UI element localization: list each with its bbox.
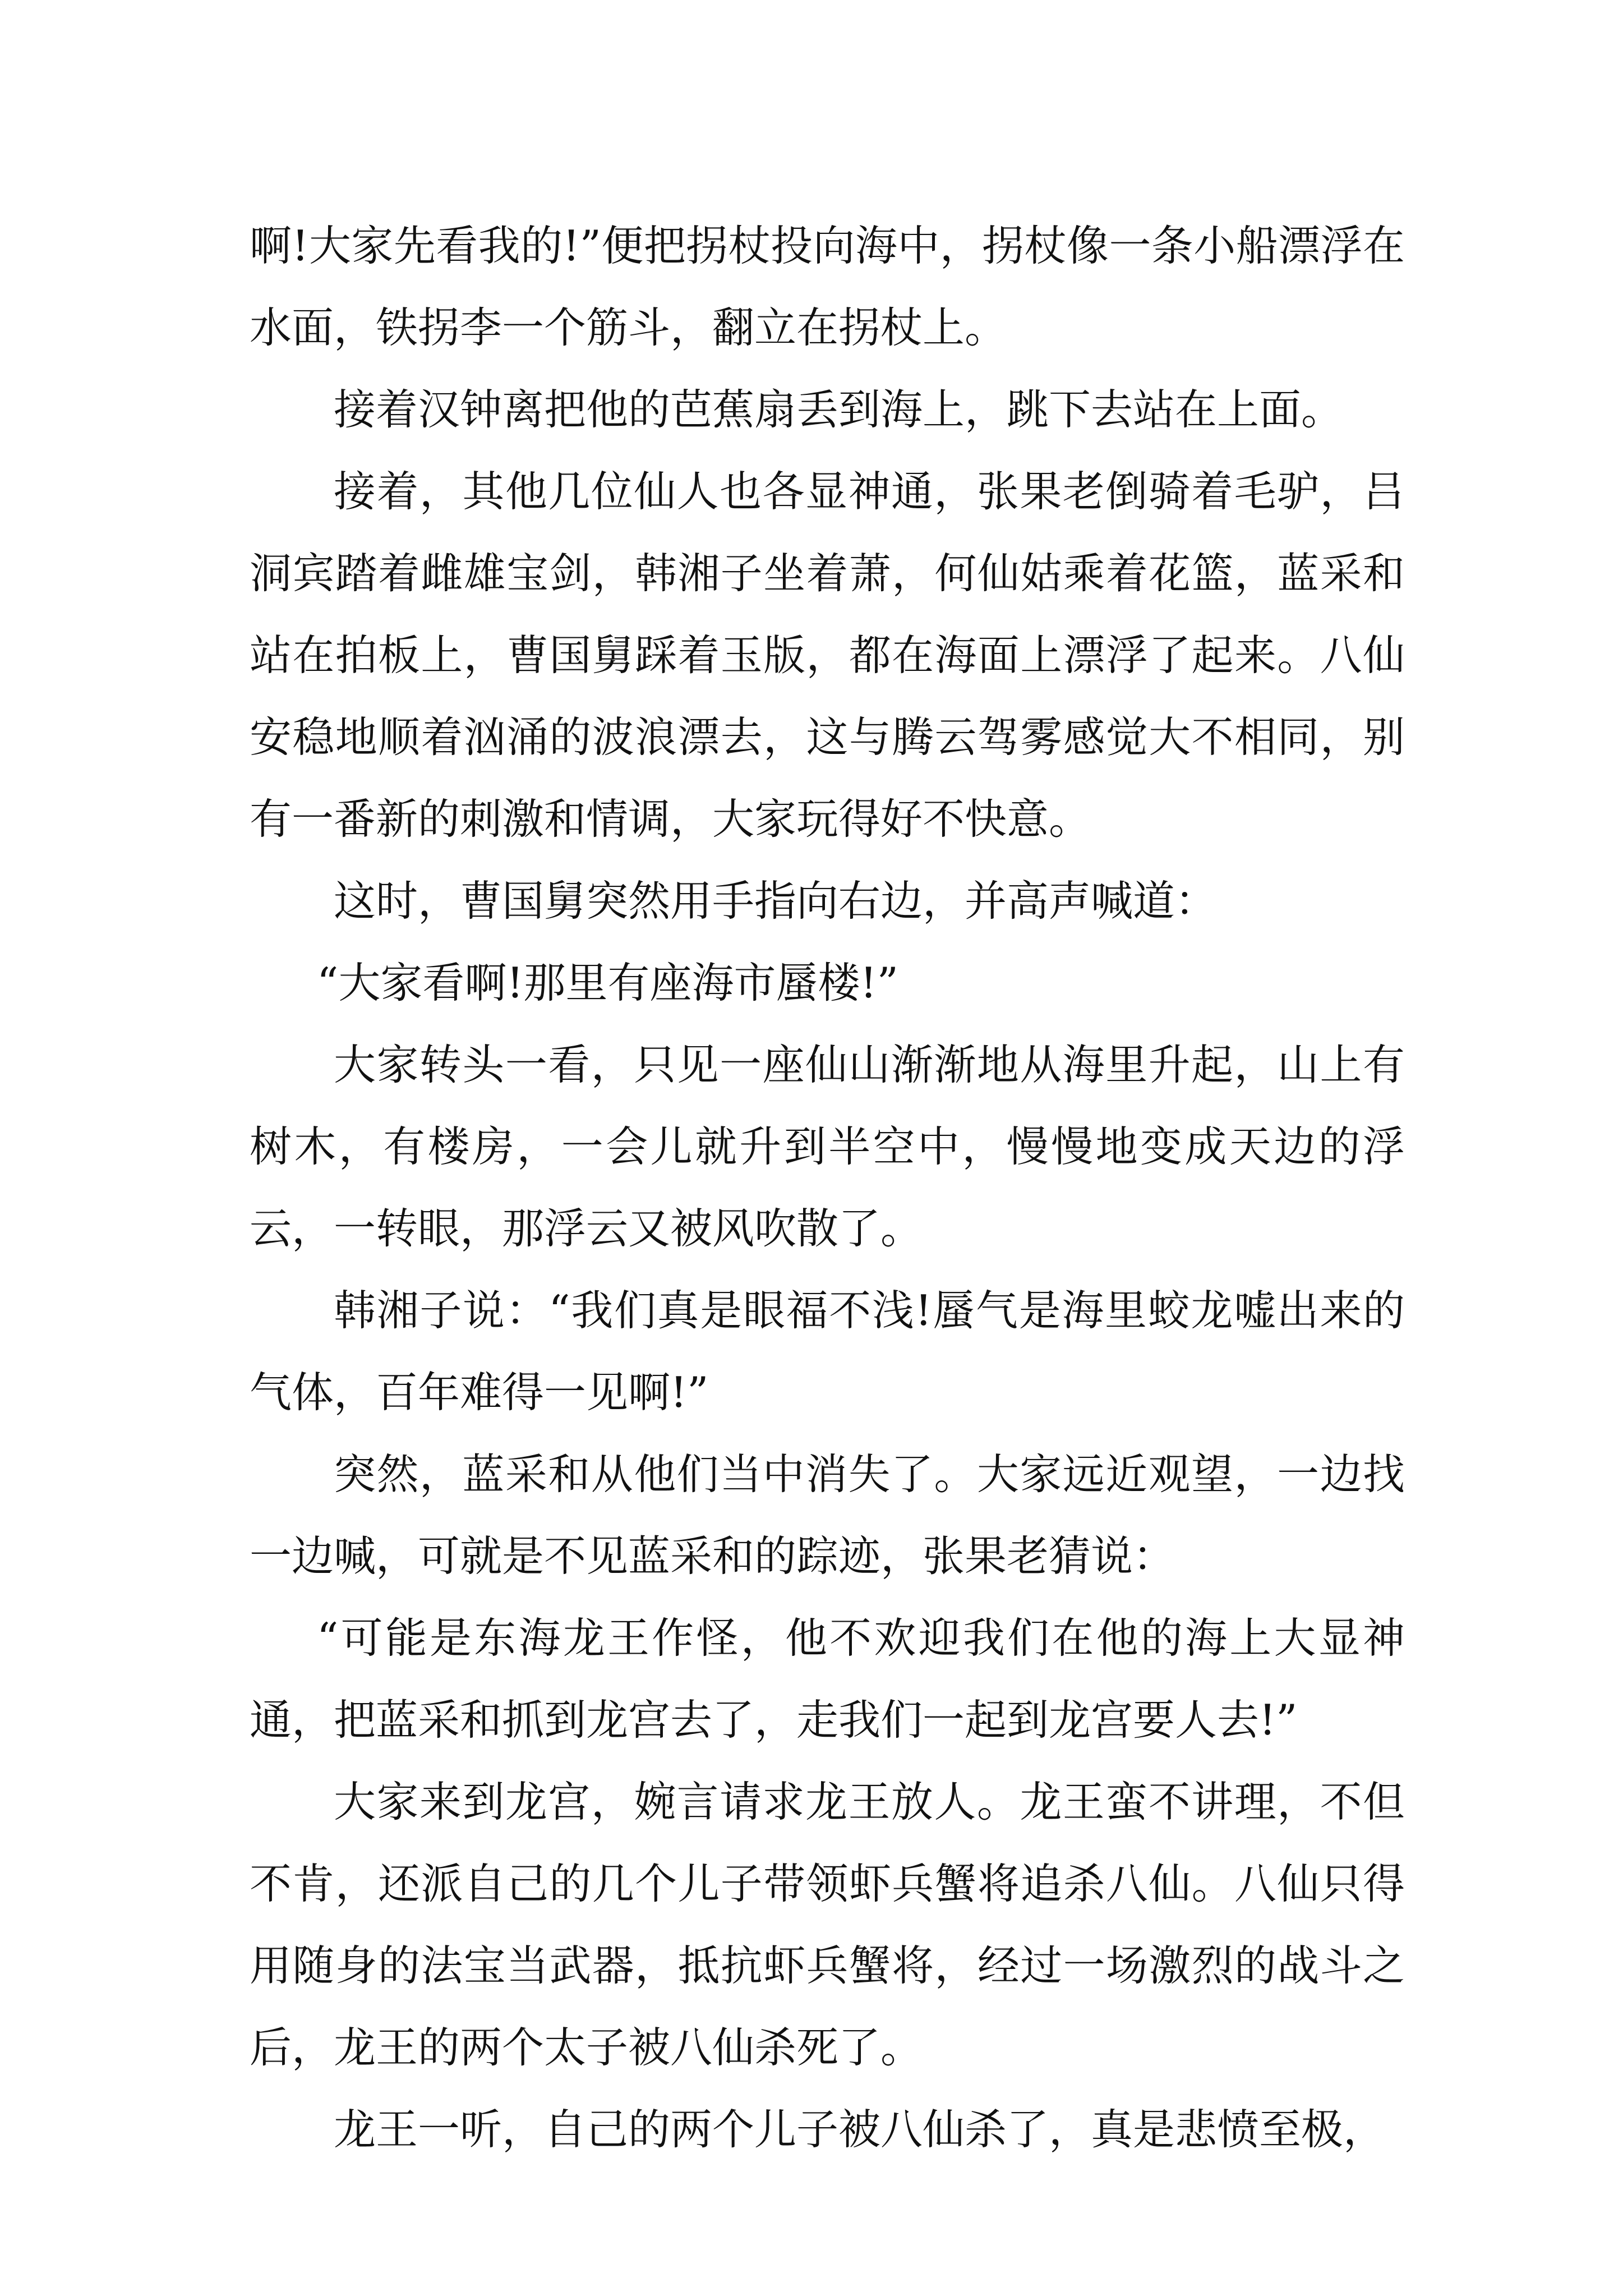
paragraph-continuation: 啊!大家先看我的!”便把拐杖投向海中，拐杖像一条小船漂浮在水面，铁拐李一个筋斗，翻立在拐杖上。 xyxy=(250,221,1405,352)
paragraph: 龙王一听，自己的两个儿子被八仙杀了，真是悲愤至极， xyxy=(334,2105,1386,2154)
paragraph: 大家转头一看，只见一座仙山渐渐地从海里升起，山上有树木，有楼房，一会儿就升到半空中，慢慢地变成天边的浮云，一转眼，那浮云又被风吹散了。 xyxy=(250,1040,1405,1253)
body-text xyxy=(250,205,1405,2170)
paragraph-quote: “大家看啊!那里有座海市蜃楼!” xyxy=(317,958,898,1007)
paragraph-quote: “可能是东海龙王作怪，他不欢迎我们在他的海上大显神通，把蓝采和抓到龙宫去了，走我们一起到龙宫要人去!” xyxy=(250,1613,1405,1745)
paragraph: 接着，其他几位仙人也各显神通，张果老倒骑着毛驴，吕洞宾踏着雌雄宝剑，韩湘子坐着萧，何仙姑乘着花篮，蓝采和站在拍板上，曹国舅踩着玉版，都在海面上漂浮了起来。八仙安稳地顺着汹涌的波浪漂去，这与腾云驾雾感觉大不相同，别有一番新的刺激和情调，大家玩得好不快意。 xyxy=(250,467,1405,844)
paragraph: 接着汉钟离把他的芭蕉扇丢到海上，跳下去站在上面。 xyxy=(334,385,1344,434)
paragraph: 大家来到龙宫，婉言请求龙王放人。龙王蛮不讲理，不但不肯，还派自己的几个儿子带领虾兵蟹将追杀八仙。八仙只得用随身的法宝当武器，抵抗虾兵蟹将，经过一场激烈的战斗之后，龙王的两个太子被八仙杀死了。 xyxy=(250,1777,1405,2072)
paragraph: 突然，蓝采和从他们当中消失了。大家远近观望，一边找一边喊，可就是不见蓝采和的踪迹，张果老猜说： xyxy=(250,1450,1405,1581)
paragraph: 韩湘子说：“我们真是眼福不浅!蜃气是海里蛟龙嘘出来的气体，百年难得一见啊!” xyxy=(250,1286,1405,1417)
paragraph: 这时，曹国舅突然用手指向右边，并高声喊道： xyxy=(334,876,1218,926)
